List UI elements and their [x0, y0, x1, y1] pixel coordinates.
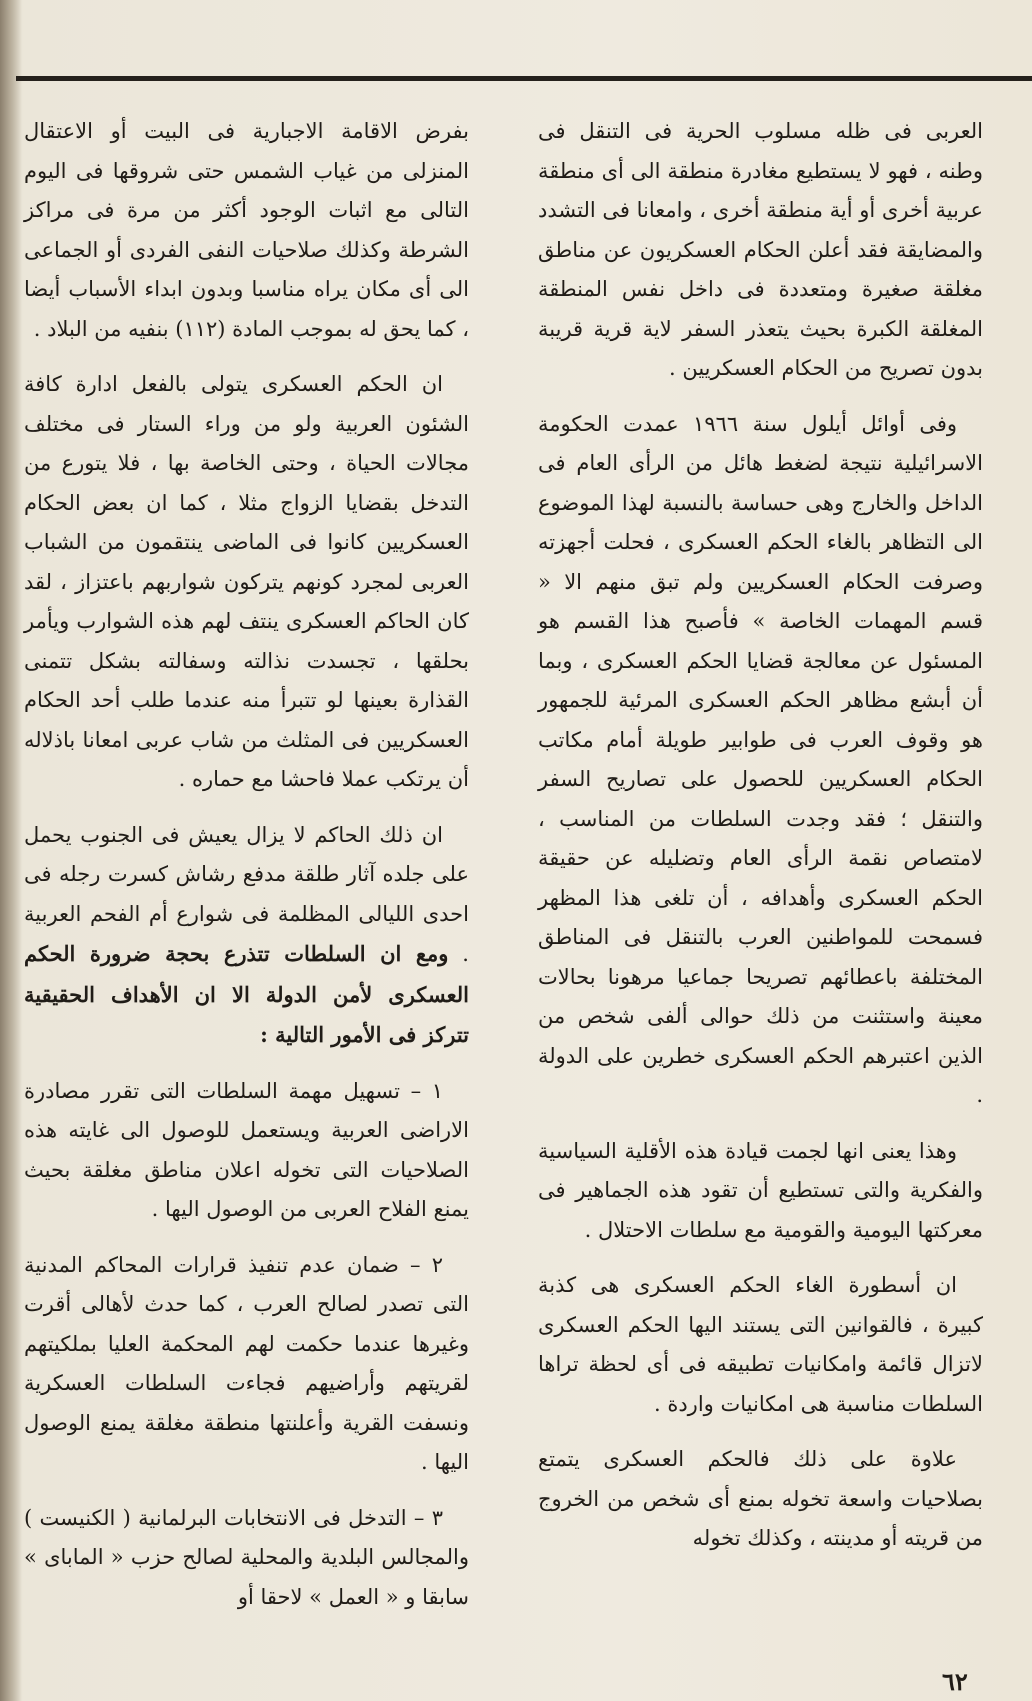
paragraph: علاوة على ذلك فالحكم العسكرى يتمتع بصلاحيات واسعة تخوله بمنع أى شخص من الخروج من قريته أو مدينته ، وكذلك تخوله [538, 1447, 983, 1550]
page-binding-shadow [0, 0, 22, 1701]
page-number: ٦٢ [942, 1667, 968, 1696]
bold-emphasis-text: ومع ان السلطات تتذرع بحجة ضرورة الحكم العسكرى لأمن الدولة الا ان الأهداف الحقيقية تتركز فى الأمور التالية : [24, 941, 469, 1047]
header-rule [16, 76, 1032, 81]
numbered-paragraph: ٢ – ضمان عدم تنفيذ قرارات المحاكم المدنية التى تصدر لصالح العرب ، كما حدث لأهالى أقرت وغيرها عندما حكمت لهم المحكمة العليا بملكيتهم لقريتهم وأراضيهم فجاءت السلطات العسكرية ونسفت القرية وأعلنتها منطقة مغلقة يمنع الوصول اليها . [24, 1252, 469, 1474]
paragraph [24, 816, 469, 1056]
paragraph: ان الحكم العسكرى يتولى بالفعل ادارة كافة الشئون العربية ولو من وراء الستار فى مختلف مجالات الحياة ، وحتى الخاصة بها ، فلا يتورع من التدخل بقضايا الزواج مثلا ، كما ان بعض الحكام العسكريين كانوا فى الماضى ينتقمون من الشباب العربى لمجرد كونهم يتركون شواربهم باعتزاز ، لقد كان الحاكم العسكرى ينتف لهم هذه الشوارب ويأمر بحلقها ، تجسدت نذالته وسفالته بشكل تتمنى القذارة بعينها لو تتبرأ منه عندما طلب أحد الحكام العسكريين فى المثلث من شاب عربى امعانا باذلاله أن يرتكب عملا فاحشا مع حماره . [24, 372, 469, 791]
paragraph: وفى أوائل أيلول سنة ١٩٦٦ عمدت الحكومة الاسرائيلية نتيجة لضغط هائل من الرأى العام فى الداخل والخارج وهى حساسة بالنسبة لهذا الموضوع الى التظاهر بالغاء الحكم العسكرى ، فحلت أجهزته وصرفت الحكام العسكريين ولم تبق منهم الا « قسم المهمات الخاصة » فأصبح هذا القسم هو المسئول عن معالجة قضايا الحكم العسكرى ، وبما أن أبشع مظاهر الحكم العسكرى المرئية للجمهور هو وقوف العرب فى طوابير طويلة أمام مكاتب الحكام العسكريين للحصول على تصاريح السفر والتنقل ؛ فقد وجدت السلطات من المناسب ، لامتصاص نقمة الرأى العام وتضليله عن حقيقة الحكم العسكرى وأهدافه ، أن تلغى هذا المظهر فسمحت للمواطنين العرب بالتنقل فى المناطق المختلفة باعطائهم تصريحا جماعيا مرهونا بحالات معينة واستثنت من ذلك حوالى ألفى شخص من الذين اعتبرهم الحكم العسكرى خطرين على الدولة . [538, 411, 983, 1107]
paragraph: العربى فى ظله مسلوب الحرية فى التنقل فى وطنه ، فهو لا يستطيع مغادرة منطقة الى أى منطقة عربية أخرى أو أية منطقة أخرى ، وامعانا فى التشدد والمضايقة فقد أعلن الحكام العسكريون عن مناطق مغلقة صغيرة ومتعددة فى داخل نفس المنطقة المغلقة الكبرة بحيث يتعذر السفر لاية قرية قريبة بدون تصريح من الحكام العسكريين . [538, 119, 983, 380]
left-text-column [24, 112, 469, 1633]
numbered-paragraph: ١ – تسهيل مهمة السلطات التى تقرر مصادرة الاراضى العربية ويستعمل للوصول الى غايته هذه الصلاحيات التى تخوله اعلان مناطق مغلقة بحيث يمنع الفلاح العربى من الوصول اليها . [24, 1078, 469, 1221]
paragraph: ان أسطورة الغاء الحكم العسكرى هى كذبة كبيرة ، فالقوانين التى يستند اليها الحكم العسكرى لاتزال قائمة وامكانيات تطبيقه فى أى لحظة تراها السلطات مناسبة هى امكانيات واردة . [538, 1273, 983, 1416]
paragraph-text: ان ذلك الحاكم لا يزال يعيش فى الجنوب يحمل على جلده آثار طلقة مدفع رشاش كسرت رجله فى احدى الليالى المظلمة فى شوارع أم الفحم العربية . [24, 822, 469, 966]
numbered-paragraph: ٣ – التدخل فى الانتخابات البرلمانية ( الكنيست ) والمجالس البلدية والمحلية لصالح حزب « الماباى » سابقا و « العمل » لاحقا أو [24, 1505, 469, 1609]
right-text-column [538, 112, 983, 1575]
paragraph: بفرض الاقامة الاجبارية فى البيت أو الاعتقال المنزلى من غياب الشمس حتى شروقها فى اليوم التالى مع اثبات الوجود أكثر من مرة فى مراكز الشرطة وكذلك صلاحيات النفى الفردى أو الجماعى الى أى مكان يراه مناسبا وبدون ابداء الأسباب أيضا ، كما يحق له بموجب المادة (١١٢) بنفيه من البلاد . [24, 119, 469, 341]
paragraph: وهذا يعنى انها لجمت قيادة هذه الأقلية السياسية والفكرية والتى تستطيع أن تقود هذه الجماهير فى معركتها اليومية والقومية مع سلطات الاحتلال . [538, 1138, 983, 1242]
